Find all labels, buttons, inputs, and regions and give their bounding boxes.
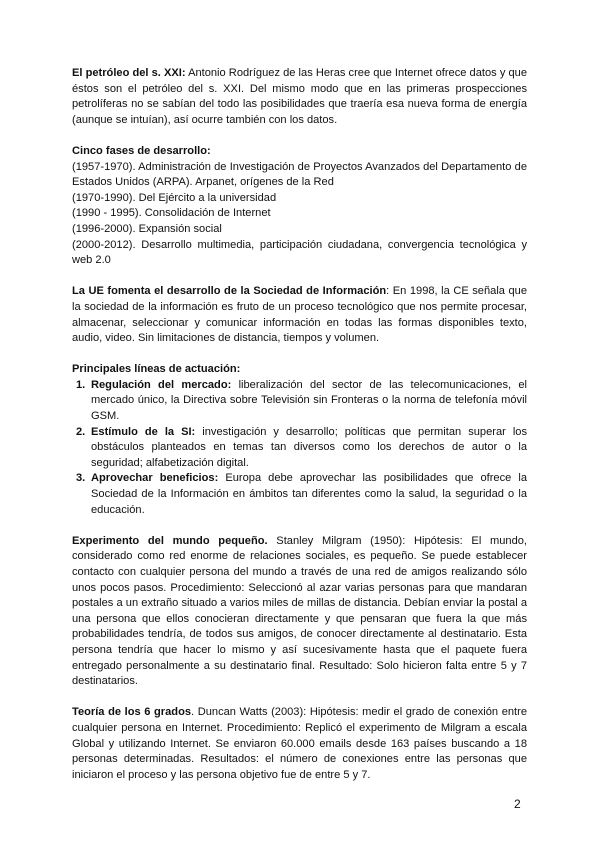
section-petroleo [72, 66, 527, 128]
lineas-list [72, 378, 527, 518]
section-ue [72, 284, 527, 346]
section-fases-heading-text: Cinco fases de desarrollo: [72, 144, 211, 157]
list-number: 1. [76, 378, 86, 391]
lineas-list-item [72, 425, 527, 472]
section-lineas-heading-text: Principales líneas de actuación: [72, 363, 241, 376]
section-lineas-heading [72, 362, 527, 378]
section-ue-heading: La UE fomenta el desarrollo de la Sociedad de Información [72, 285, 387, 298]
fase-item: (1996-2000). Expansión social [72, 222, 222, 235]
section-fases-heading [72, 144, 527, 160]
list-item-text: Europa debe aprovechar las posibilidades que ofrece la Sociedad de la Información en ámbitos tan diferentes como la salud, la seguridad o la educación. [91, 472, 527, 516]
list-item-title: Aprovechar beneficios: [91, 472, 219, 485]
section-teoria [72, 705, 527, 783]
page-number: 2 [514, 797, 521, 811]
section-experimento-heading: Experimento del mundo pequeño. [72, 534, 268, 547]
list-item-title: Regulación del mercado: [91, 378, 232, 391]
section-lineas [72, 362, 527, 518]
list-item-text: investigación y desarrollo; políticas que permitan superar los obstáculos planteados en temas tan diversos como los derechos de autor o la seguridad; alfabetización digital. [91, 425, 527, 469]
lineas-list-item [72, 471, 527, 518]
list-item-title: Estímulo de la SI: [91, 425, 196, 438]
fase-item: (2000-2012). Desarrollo multimedia, participación ciudadana, convergencia tecnológica y web 2.0 [72, 238, 527, 267]
section-experimento-body: Stanley Milgram (1950): Hipótesis: El mundo, considerado como red enorme de relaciones sociales, es pequeño. Se puede establecer contacto con cualquier persona del mundo a través de una red de amigos realizando sólo unos pocos pasos. Procedimiento: Seleccionó al azar varias personas para que mandaran postales a un extraño situado a varios miles de millas de distancia. Debían enviar la postal a una persona que ellos conocieran directamente y que pensaran que fuera la que más probabilidades tendría, de todos sus amigos, de conocer directamente al destinatario. Esta persona tendría que hacer lo mismo y así sucesivamente hasta que el paquete fuera entregado personalmente a su destinatario final. Resultado: Solo hicieron falta entre 5 y 7 destinatarios. [72, 534, 527, 688]
lineas-list-item [72, 378, 527, 425]
fase-item: (1970-1990). Del Ejército a la universidad [72, 191, 277, 204]
section-petroleo-body: Antonio Rodríguez de las Heras cree que Internet ofrece datos y que éstos son el petróleo del s. XXI. Del mismo modo que en las primeras prospecciones petrolíferas no se sabían del todo las posibilidades que traería esa nueva forma de energía (aunque se intuían), así ocurre también con los datos. [72, 67, 527, 126]
list-number: 3. [76, 472, 86, 485]
section-teoria-body: . Duncan Watts (2003): Hipótesis: medir el grado de conexión entre cualquier persona en Internet. Procedimiento: Replicó el experimento de Milgram a escala Global y utilizando Internet. Se enviaron 60.000 emails desde 163 países buscando a 18 personas determinadas. Resultados: el número de conexiones entre las personas que iniciaron el proceso y las persona objetivo fue de entre 5 y 7. [72, 706, 527, 781]
list-number: 2. [76, 425, 86, 438]
section-experimento [72, 534, 527, 690]
list-item-text: liberalización del sector de las telecomunicaciones, el mercado único, la Directiva sobre Televisión sin Fronteras o la norma de telefonía móvil GSM. [91, 378, 527, 423]
section-petroleo-heading: El petróleo del s. XXI: [72, 67, 186, 79]
section-teoria-heading: Teoría de los 6 grados [72, 706, 192, 719]
fase-item: (1990 - 1995). Consolidación de Internet [72, 207, 271, 220]
fase-item: (1957-1970). Administración de Investigación de Proyectos Avanzados del Departamento de Estados Unidos (ARPA). Arpanet, orígenes de la Red [72, 160, 527, 189]
section-fases [72, 144, 527, 269]
document-page [72, 66, 527, 783]
section-ue-body: : En 1998, la CE señala que la sociedad de la información es fruto de un proceso tecnológico que nos permite procesar, almacenar, seleccionar y comunicar información en todas las formas disponibles texto, audio, video. Sin limitaciones de distancia, tiempos y volumen. [72, 285, 527, 345]
